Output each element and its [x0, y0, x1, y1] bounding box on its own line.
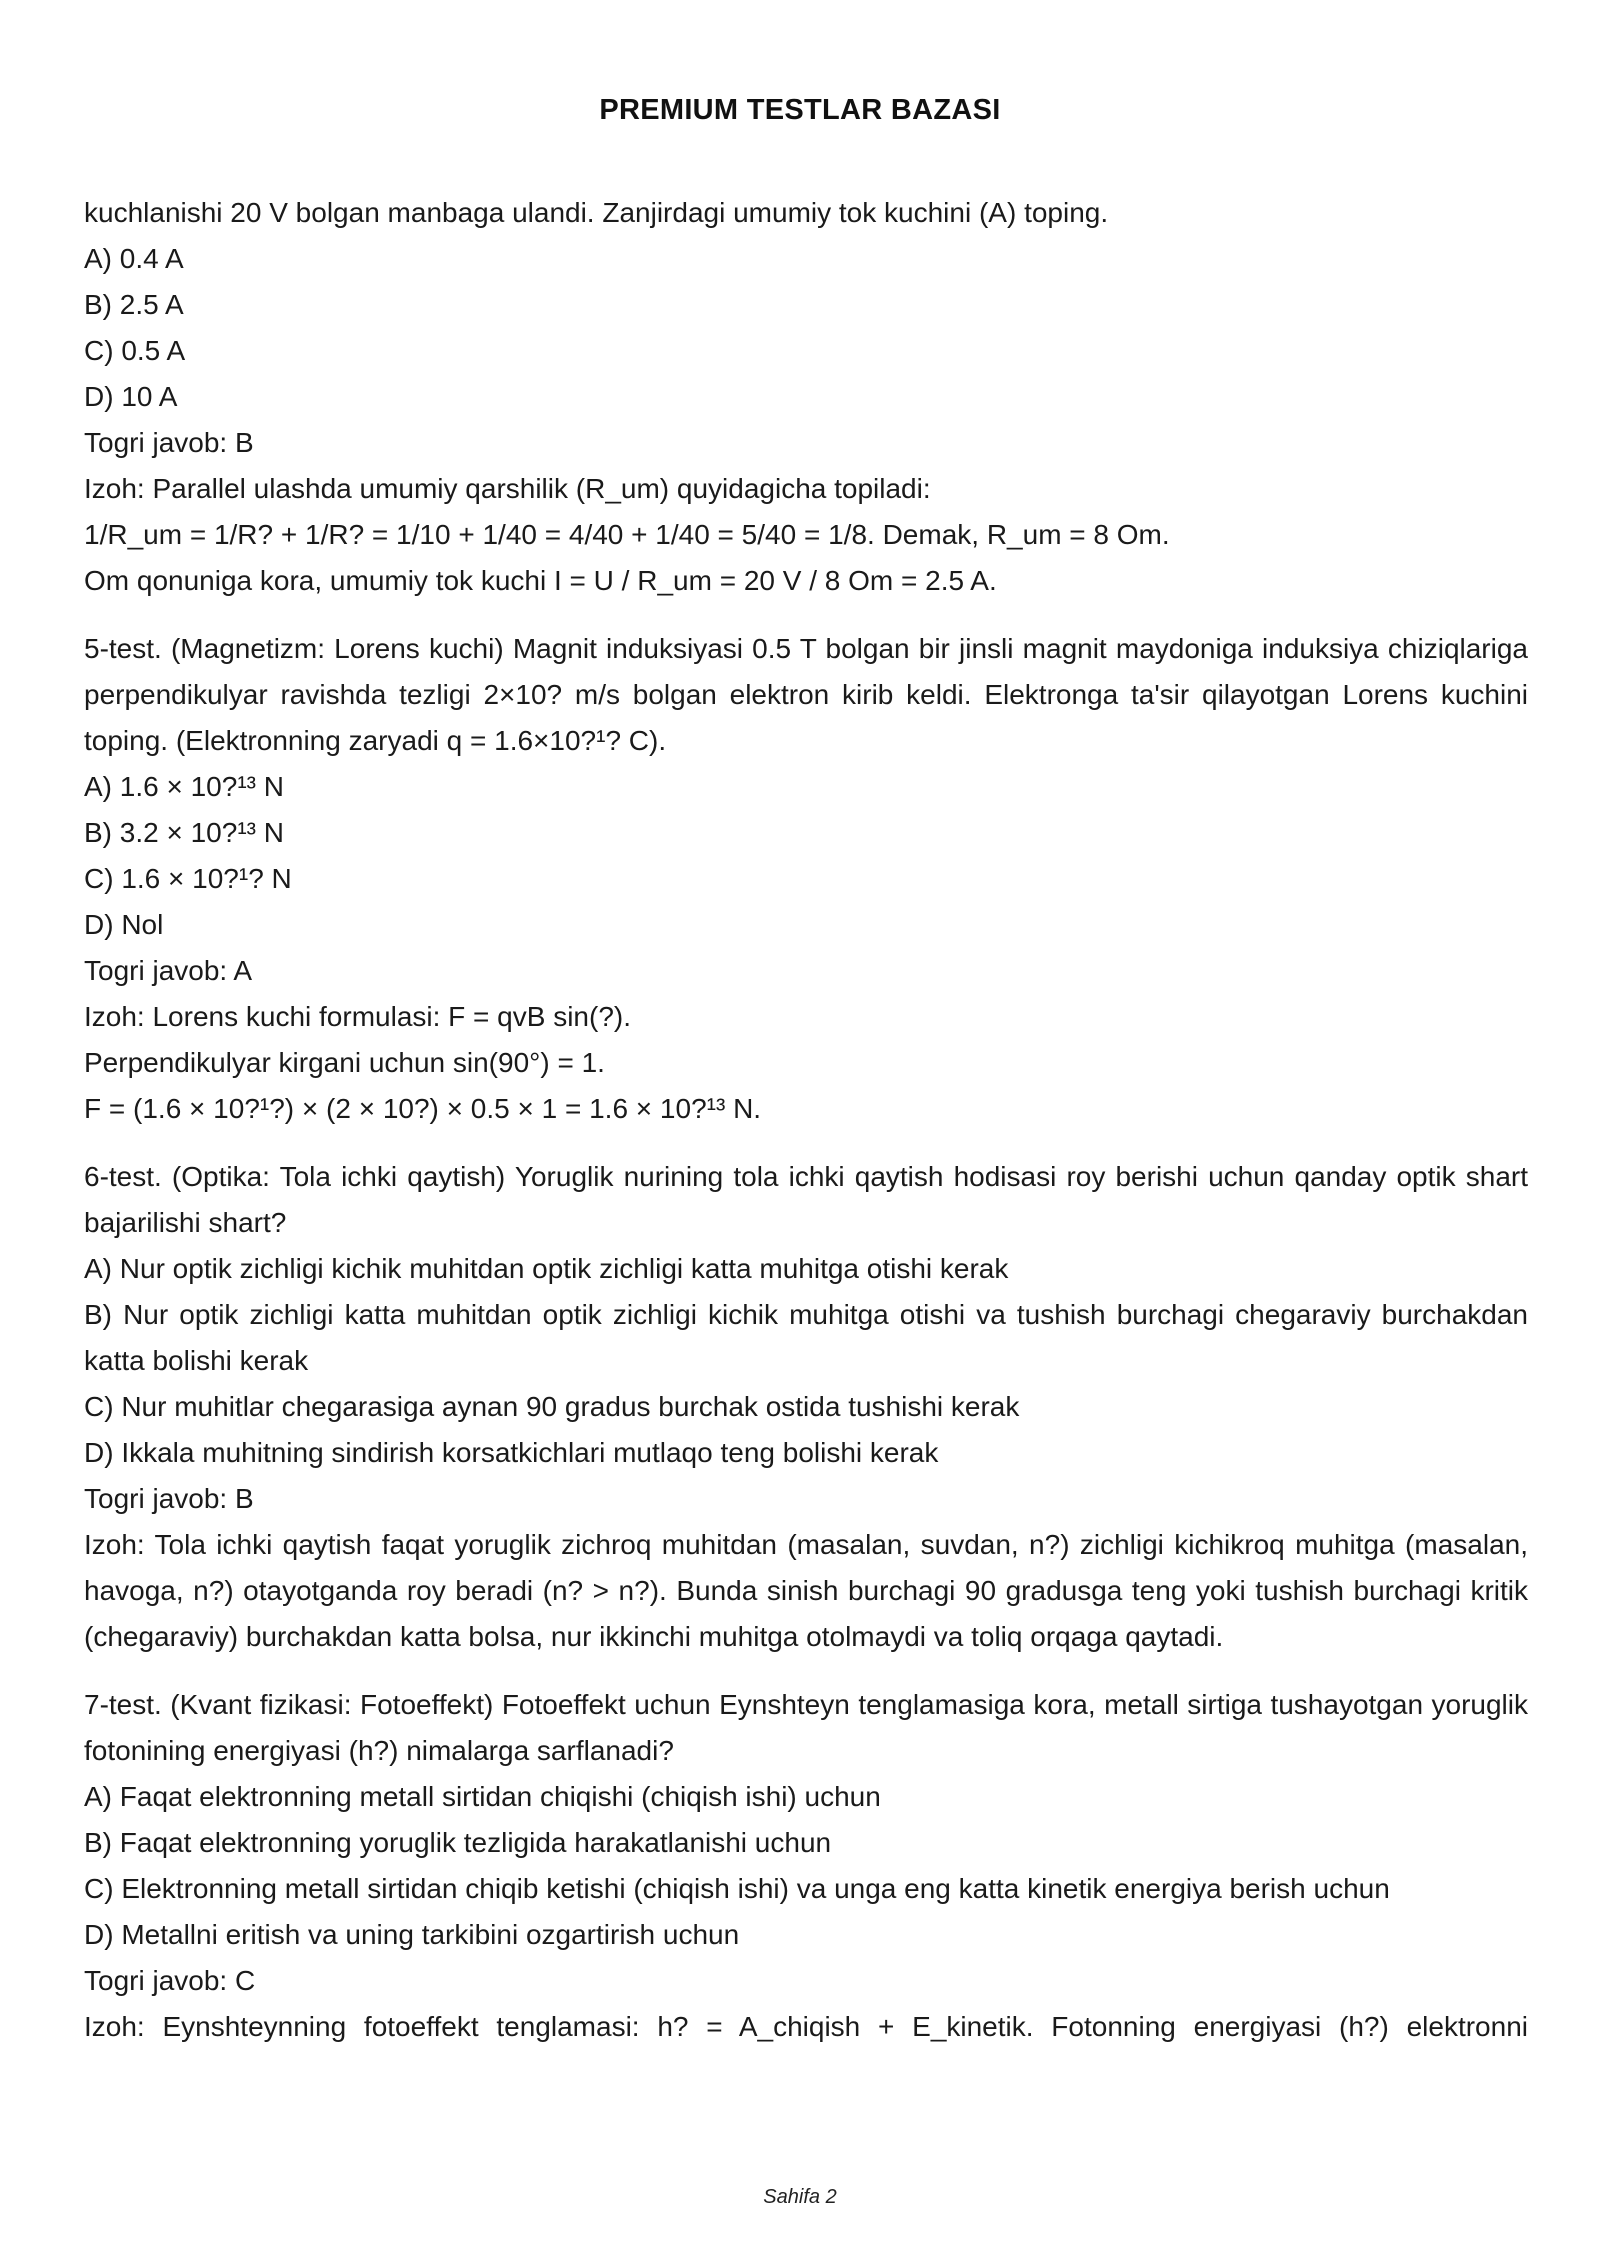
- question-4-explanation-line-1: Izoh: Parallel ulashda umumiy qarshilik (R_um) quyidagicha topiladi:: [84, 473, 931, 504]
- document-body: [84, 190, 1528, 2050]
- question-7-option-b: B) Faqat elektronning yoruglik tezligida harakatlanishi uchun: [84, 1827, 832, 1858]
- question-6-text: 6-test. (Optika: Tola ichki qaytish) Yoruglik nurining tola ichki qaytish hodisasi roy berishi uchun qanday optik shart bajarilishi shart?: [84, 1161, 1528, 1238]
- question-5-explanation-line-3: F = (1.6 × 10?¹?) × (2 × 10?) × 0.5 × 1 = 1.6 × 10?¹³ N.: [84, 1093, 762, 1124]
- question-7-option-d: D) Metallni eritish va uning tarkibini ozgartirish uchun: [84, 1919, 740, 1950]
- question-7-answer: Togri javob: C: [84, 1965, 256, 1996]
- question-7-explanation: Izoh: Eynshteynning fotoeffekt tenglamasi: h? = A_chiqish + E_kinetik. Fotonning energiyasi (h?) elektronni: [84, 2011, 1528, 2042]
- question-7-text: 7-test. (Kvant fizikasi: Fotoeffekt) Fotoeffekt uchun Eynshteyn tenglamasiga kora, metall sirtiga tushayotgan yoruglik fotonining energiyasi (h?) nimalarga sarflanadi?: [84, 1689, 1528, 1766]
- question-6-option-d: D) Ikkala muhitning sindirish korsatkichlari mutlaqo teng bolishi kerak: [84, 1437, 939, 1468]
- question-5-explanation-line-2: Perpendikulyar kirgani uchun sin(90°) = 1.: [84, 1047, 605, 1078]
- question-5-answer: Togri javob: A: [84, 955, 253, 986]
- question-5-explanation-line-1: Izoh: Lorens kuchi formulasi: F = qvB sin(?).: [84, 1001, 631, 1032]
- question-5-option-c: C) 1.6 × 10?¹? N: [84, 863, 292, 894]
- question-4-option-d: D) 10 A: [84, 381, 178, 412]
- question-6-option-b: B) Nur optik zichligi katta muhitdan optik zichligi kichik muhitga otishi va tushish burchagi chegaraviy burchakdan katta bolishi kerak: [84, 1299, 1528, 1376]
- question-4-option-b: B) 2.5 A: [84, 289, 184, 320]
- question-4-explanation-line-2: 1/R_um = 1/R? + 1/R? = 1/10 + 1/40 = 4/40 + 1/40 = 5/40 = 1/8. Demak, R_um = 8 Om.: [84, 519, 1170, 550]
- question-7-option-c: C) Elektronning metall sirtidan chiqib ketishi (chiqish ishi) va unga eng katta kinetik energiya berish uchun: [84, 1873, 1390, 1904]
- question-6-answer: Togri javob: B: [84, 1483, 254, 1514]
- page-number: Sahifa 2: [763, 2186, 837, 2208]
- question-6-explanation: Izoh: Tola ichki qaytish faqat yoruglik zichroq muhitdan (masalan, suvdan, n?) zichligi kichikroq muhitga (masalan, havoga, n?) otayotganda roy beradi (n? > n?). Bunda sinish burchagi 90 gradusga teng yoki tushish burchagi kritik (chegaraviy) burchakdan katta bolsa, nur ikkinchi muhitga otolmaydi va toliq orqaga qaytadi.: [84, 1529, 1528, 1652]
- question-6-option-c: C) Nur muhitlar chegarasiga aynan 90 gradus burchak ostida tushishi kerak: [84, 1391, 1020, 1422]
- question-4-option-c: C) 0.5 A: [84, 335, 186, 366]
- question-5-option-b: B) 3.2 × 10?¹³ N: [84, 817, 284, 848]
- question-4-continuation: kuchlanishi 20 V bolgan manbaga ulandi. Zanjirdagi umumiy tok kuchini (A) toping.: [84, 197, 1109, 228]
- question-6-option-a: A) Nur optik zichligi kichik muhitdan optik zichligi katta muhitga otishi kerak: [84, 1253, 1009, 1284]
- question-4-option-a: A) 0.4 A: [84, 243, 184, 274]
- question-5-option-d: D) Nol: [84, 909, 164, 940]
- page-title: PREMIUM TESTLAR BAZASI: [599, 94, 1001, 126]
- question-4-explanation-line-3: Om qonuniga kora, umumiy tok kuchi I = U / R_um = 20 V / 8 Om = 2.5 A.: [84, 565, 997, 596]
- question-5-option-a: A) 1.6 × 10?¹³ N: [84, 771, 284, 802]
- question-4-answer: Togri javob: B: [84, 427, 254, 458]
- question-5-text: 5-test. (Magnetizm: Lorens kuchi) Magnit induksiyasi 0.5 T bolgan bir jinsli magnit maydoniga induksiya chiziqlariga perpendikulyar ravishda tezligi 2×10? m/s bolgan elektron kirib keldi. Elektronga ta'sir qilayotgan Lorens kuchini toping. (Elektronning zaryadi q = 1.6×10?¹? C).: [84, 633, 1528, 756]
- question-7-option-a: A) Faqat elektronning metall sirtidan chiqishi (chiqish ishi) uchun: [84, 1781, 881, 1812]
